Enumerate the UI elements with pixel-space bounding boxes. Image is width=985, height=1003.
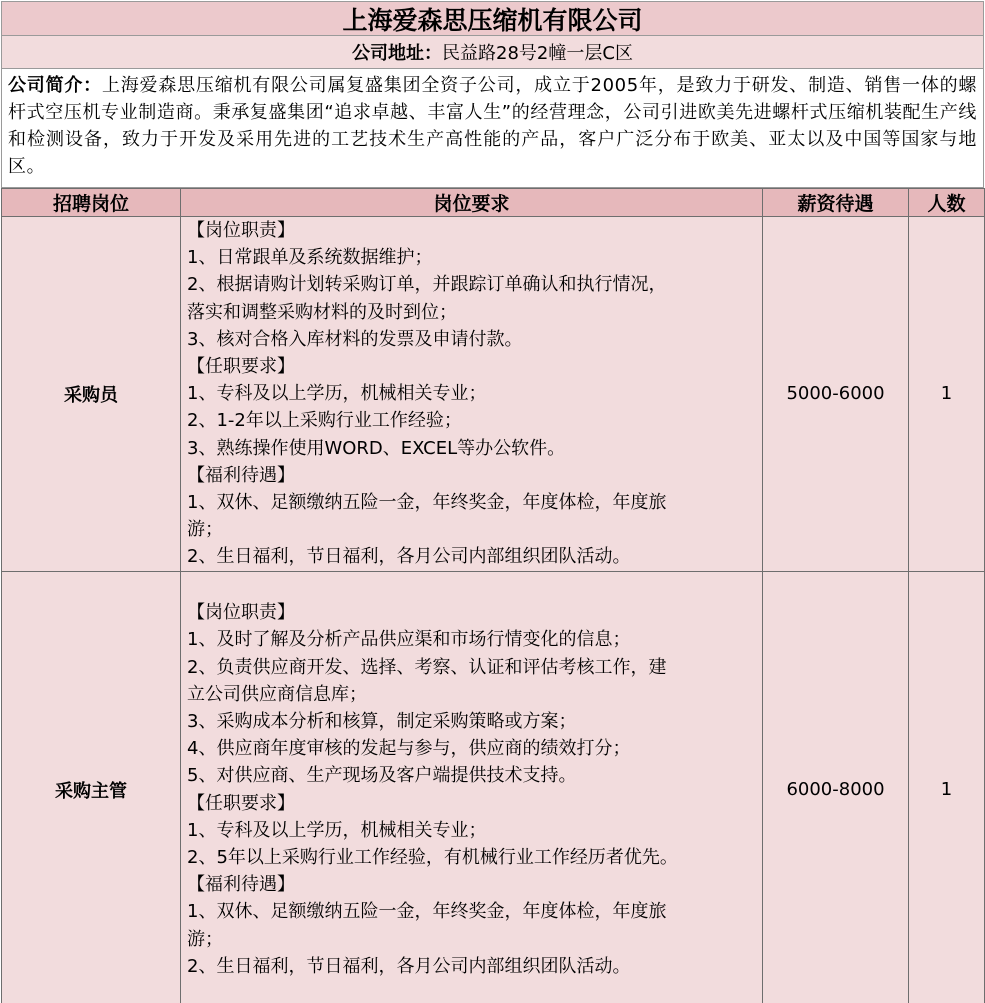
requirement-line: 3、核对合格入库材料的发票及申请付款。 — [187, 328, 523, 350]
requirement-line: 【岗位职责】 — [187, 220, 295, 241]
job-requirements — [181, 571, 763, 1003]
company-address — [1, 36, 984, 69]
requirement-line: 2、生日福利，节日福利，各月公司内部组织团队活动。 — [187, 955, 631, 977]
job-headcount: 1 — [909, 571, 985, 1003]
requirement-line: 【任职要求】 — [187, 792, 295, 814]
requirement-line: 【福利待遇】 — [187, 874, 295, 896]
header-requirements: 岗位要求 — [181, 189, 763, 217]
requirement-line: 2、1-2年以上采购行业工作经验； — [187, 410, 462, 432]
job-salary: 6000-8000 — [763, 571, 909, 1003]
job-position: 采购主管 — [2, 571, 181, 1003]
header-position: 招聘岗位 — [2, 189, 181, 217]
requirement-line: 4、供应商年度审核的发起与参与，供应商的绩效打分； — [187, 738, 631, 760]
requirement-line: 5、对供应商、生产现场及客户端提供技术支持。 — [187, 765, 577, 787]
table-row — [2, 571, 985, 1003]
requirement-line: 1、专科及以上学历，机械相关专业； — [187, 819, 487, 841]
requirement-line: 游； — [187, 928, 223, 950]
table-header-row — [2, 189, 985, 217]
requirement-line: 【福利待遇】 — [187, 464, 295, 486]
requirement-line: 1、日常跟单及系统数据维护； — [187, 247, 433, 269]
requirement-line: 落实和调整采购材料的及时到位； — [187, 301, 457, 323]
job-headcount: 1 — [909, 217, 985, 572]
requirement-line: 1、专科及以上学历，机械相关专业； — [187, 383, 487, 405]
requirement-line: 2、5年以上采购行业工作经验，有机械行业工作经历者优先。 — [187, 847, 678, 869]
requirement-line: 3、熟练操作使用WORD、EXCEL等办公软件。 — [187, 437, 566, 459]
job-position: 采购员 — [2, 217, 181, 572]
company-intro — [1, 69, 984, 188]
address-value: 民益路28号2幢一层C区 — [442, 43, 633, 64]
requirement-line: 2、生日福利，节日福利，各月公司内部组织团队活动。 — [187, 546, 631, 568]
requirement-line: 1、双休、足额缴纳五险一金，年终奖金，年度体检，年度旅 — [187, 492, 667, 514]
address-label: 公司地址： — [352, 43, 443, 64]
requirement-line: 1、双休、足额缴纳五险一金，年终奖金，年度体检，年度旅 — [187, 901, 667, 923]
requirement-line: 1、及时了解及分析产品供应渠和市场行情变化的信息； — [187, 629, 631, 651]
table-row — [2, 217, 985, 572]
company-title: 上海爱森思压缩机有限公司 — [1, 1, 984, 36]
requirement-line: 2、负责供应商开发、选择、考察、认证和评估考核工作，建 — [187, 656, 667, 678]
requirement-line: 2、根据请购计划转采购订单，并跟踪订单确认和执行情况， — [187, 274, 667, 296]
intro-label: 公司简介： — [8, 75, 102, 96]
requirement-line: 【岗位职责】 — [187, 602, 295, 624]
job-table — [1, 188, 985, 1003]
requirement-line: 游； — [187, 519, 223, 541]
job-requirements — [181, 217, 763, 572]
header-count: 人数 — [909, 189, 985, 217]
intro-text: 上海爱森思压缩机有限公司属复盛集团全资子公司，成立于2005年，是致力于研发、制造、销售一体的螺杆式空压机专业制造商。秉承复盛集团“追求卓越、丰富人生”的经营理念，公司引进欧美先进螺杆式压缩机装配生产线和检测设备，致力于开发及采用先进的工艺技术生产高性能的产品，客户广泛分布于欧美、亚太以及中国等国家与地区。 — [8, 75, 978, 177]
requirement-line: 3、采购成本分析和核算，制定采购策略或方案； — [187, 711, 577, 733]
job-salary: 5000-6000 — [763, 217, 909, 572]
header-salary: 薪资待遇 — [763, 189, 909, 217]
requirement-line: 【任职要求】 — [187, 356, 295, 378]
requirement-line: 立公司供应商信息库； — [187, 683, 367, 705]
